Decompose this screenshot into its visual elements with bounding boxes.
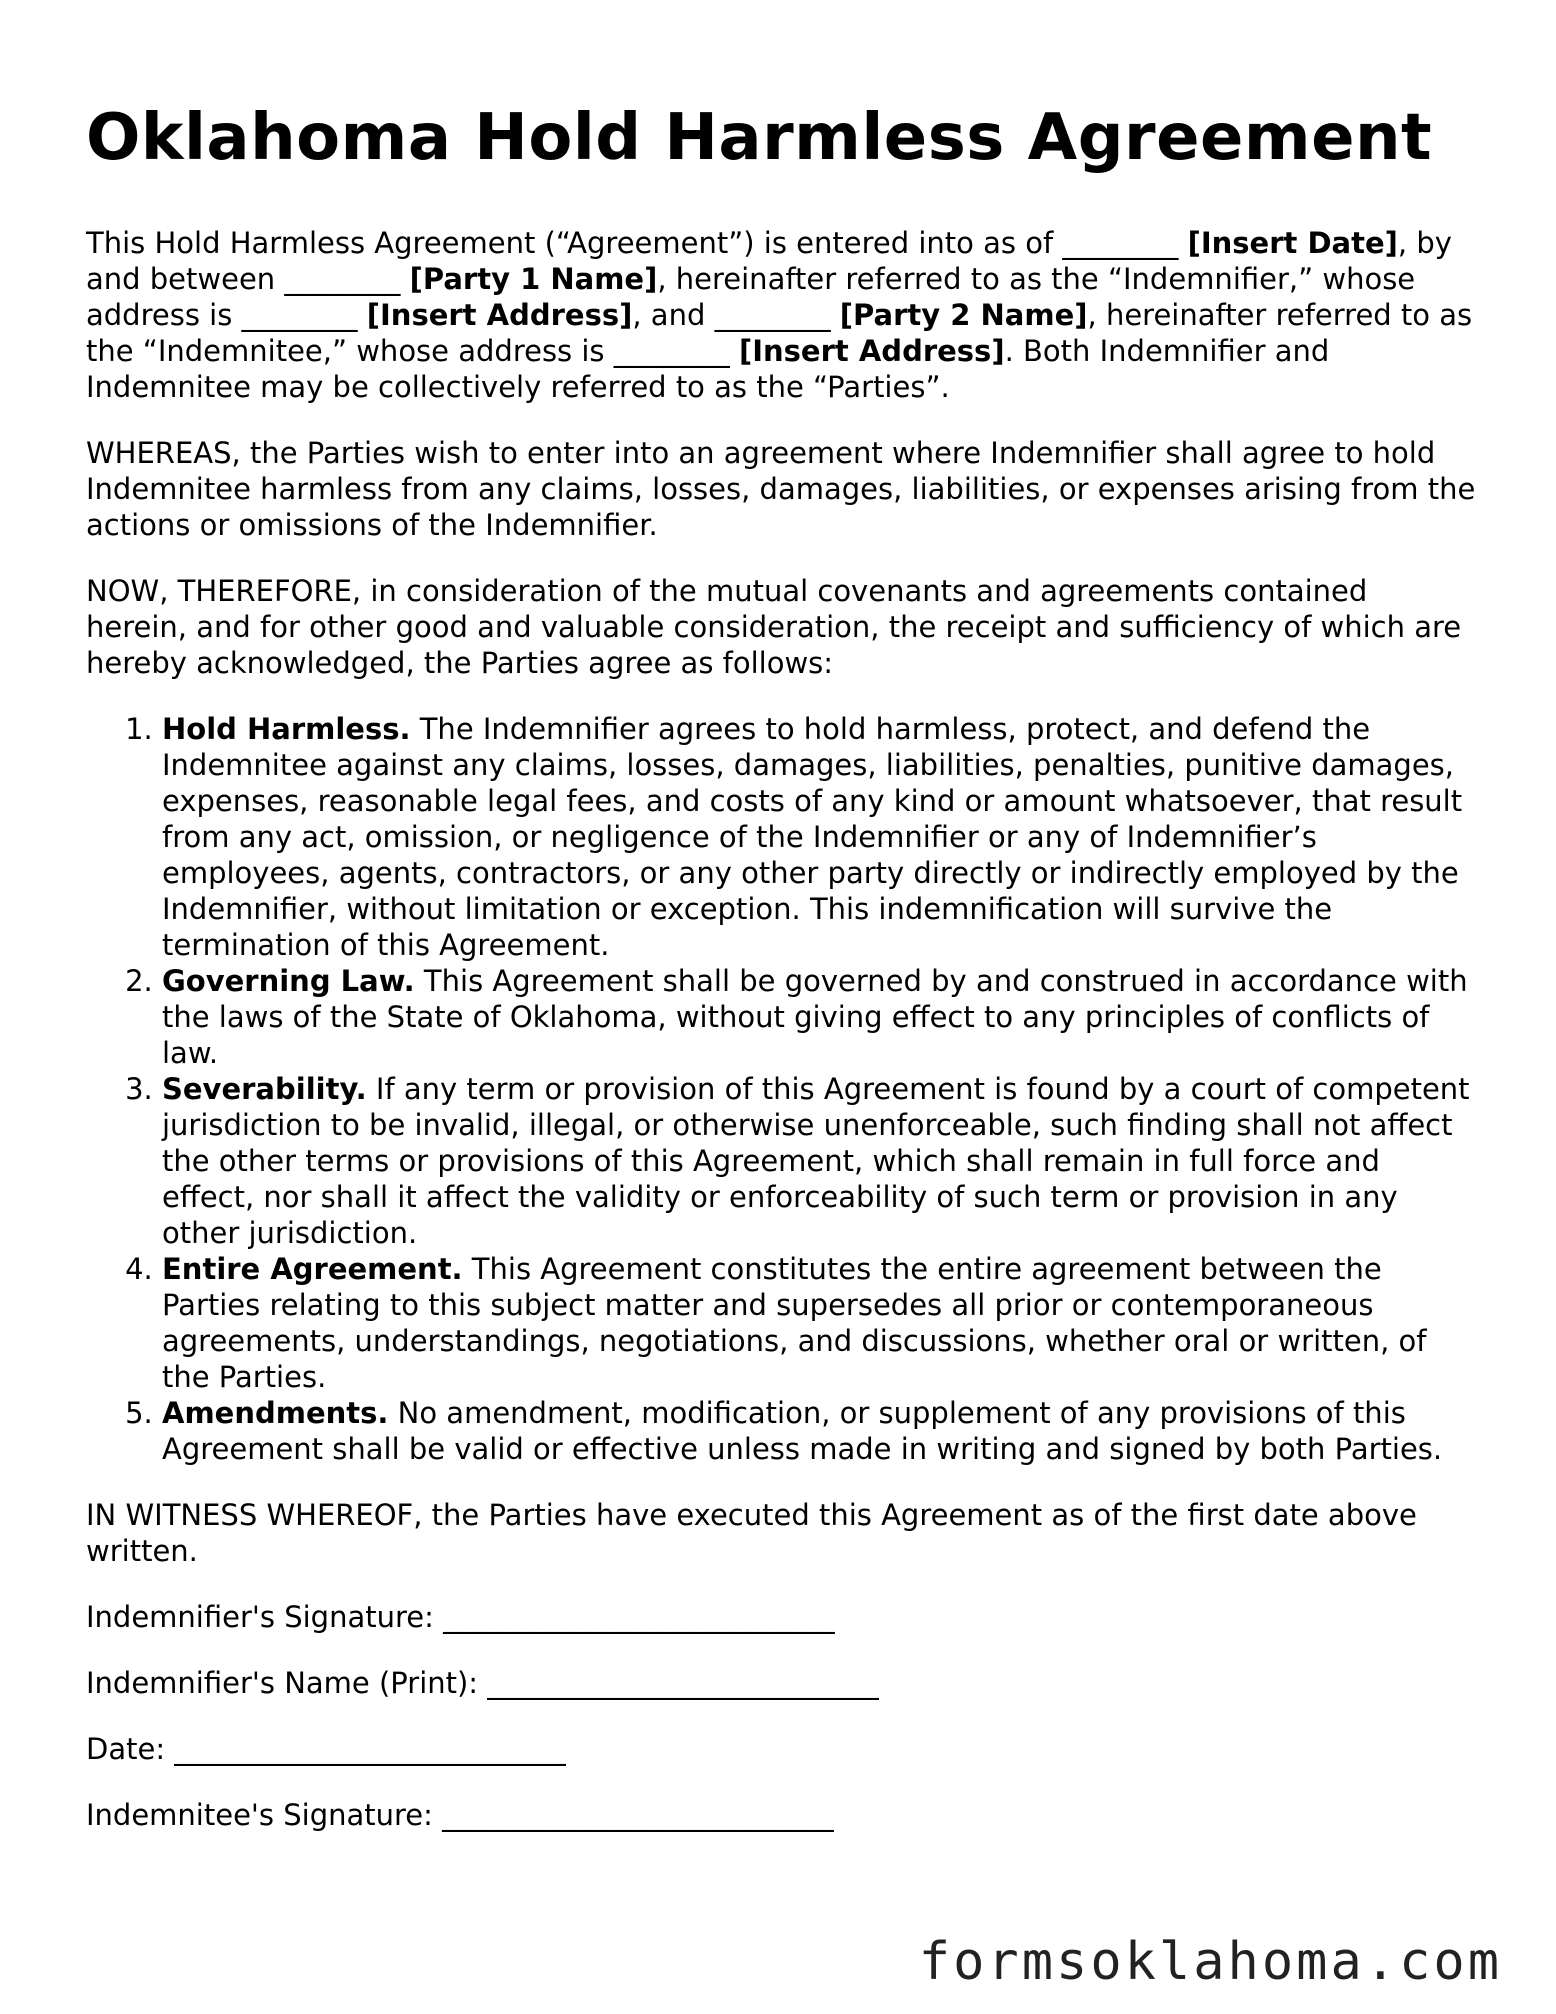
whereas-paragraph: WHEREAS, the Parties wish to enter into an agreement where Indemnifier shall agree to hold Indemnitee harmless from any claims, losses, damages, liabilities, or expenses arising from the actions or omissions of the Indemnifier. (86, 435, 1476, 542)
clause-heading: Hold Harmless. (162, 711, 411, 746)
clause-text: If any term or provision of this Agreement is found by a court of competent jurisdiction to be invalid, illegal, or otherwise unenforceable, such finding shall not affect the other terms or provisions of this Agreement, which shall remain in full force and effect, nor shall it affect the validity or enforceability of such term or provision in any other jurisdiction. (162, 1071, 1470, 1250)
clause-hold-harmless (162, 711, 1476, 963)
intro-text-6: . Both Indemnifier and Indemnitee may be collectively referred to as the “Parties”. (86, 333, 1330, 404)
clause-heading: Amendments. (162, 1395, 389, 1430)
clause-text: The Indemnifier agrees to hold harmless, protect, and defend the Indemnitee against any claims, losses, damages, liabilities, penalties, punitive damages, expenses, reasonable legal fees, and costs of any kind or amount whatsoever, that result from any act, omission, or negligence of the Indemnifier or any of Indemnifier’s employees, agents, contractors, or any other party directly or indirectly employed by the Indemnifier, without limitation or exception. This indemnification will survive the termination of this Agreement. (162, 711, 1463, 962)
watermark: formsoklahoma.com (913, 1932, 1508, 1992)
intro-text-5: , hereinafter referred to as the “Indemnitee,” whose address is ________ (86, 297, 1473, 368)
document-page (86, 100, 1476, 1863)
date-line[interactable]: Date: ___________________________ (86, 1731, 566, 1766)
clause-heading: Governing Law. (162, 963, 415, 998)
indemnitee-signature-line[interactable]: Indemnitee's Signature: ___________________________ (86, 1797, 834, 1832)
intro-text-2: , by and between ________ (86, 225, 1452, 296)
clause-text: No amendment, modification, or supplement of any provisions of this Agreement shall be valid or effective unless made in writing and signed by both Parties. (162, 1395, 1443, 1466)
indemnifier-signature-line[interactable]: Indemnifier's Signature: ___________________________ (86, 1599, 835, 1634)
clause-amendments (162, 1395, 1476, 1467)
clause-heading: Severability. (162, 1071, 367, 1106)
witness-paragraph: IN WITNESS WHEREOF, the Parties have executed this Agreement as of the first date above written. (86, 1497, 1417, 1568)
insert-date-placeholder: [Insert Date] (1187, 225, 1398, 260)
clause-text: This Agreement shall be governed by and construed in accordance with the laws of the State of Oklahoma, without giving effect to any principles of conflicts of law. (162, 963, 1468, 1070)
indemnifier-name-line[interactable]: Indemnifier's Name (Print): ___________________________ (86, 1665, 879, 1700)
clause-entire-agreement (162, 1251, 1476, 1395)
clause-heading: Entire Agreement. (162, 1251, 463, 1286)
intro-text-1: This Hold Harmless Agreement (“Agreement”) is entered into as of ________ (86, 225, 1188, 260)
clauses-list (86, 711, 1476, 1467)
now-therefore-paragraph: NOW, THEREFORE, in consideration of the mutual covenants and agreements contained herein, and for other good and valuable consideration, the receipt and sufficiency of which are hereby acknowledged, the Parties agree as follows: (86, 573, 1462, 680)
clause-governing-law (162, 963, 1476, 1071)
party-2-address-placeholder: [Insert Address] (738, 333, 1005, 368)
party-1-address-placeholder: [Insert Address] (366, 297, 633, 332)
intro-text-4: , and ________ (632, 297, 840, 332)
intro-paragraph (86, 225, 1476, 405)
intro-text-3: , hereinafter referred to as the “Indemnifier,” whose address is ________ (86, 261, 1416, 332)
party-1-name-placeholder: [Party 1 Name] (409, 261, 658, 296)
party-2-name-placeholder: [Party 2 Name] (839, 297, 1088, 332)
clause-text: This Agreement constitutes the entire agreement between the Parties relating to this subject matter and supersedes all prior or contemporaneous agreements, understandings, negotiations, and discussions, whether oral or written, of the Parties. (162, 1251, 1427, 1394)
document-title: Oklahoma Hold Harmless Agreement (86, 101, 1433, 175)
clause-severability (162, 1071, 1476, 1251)
